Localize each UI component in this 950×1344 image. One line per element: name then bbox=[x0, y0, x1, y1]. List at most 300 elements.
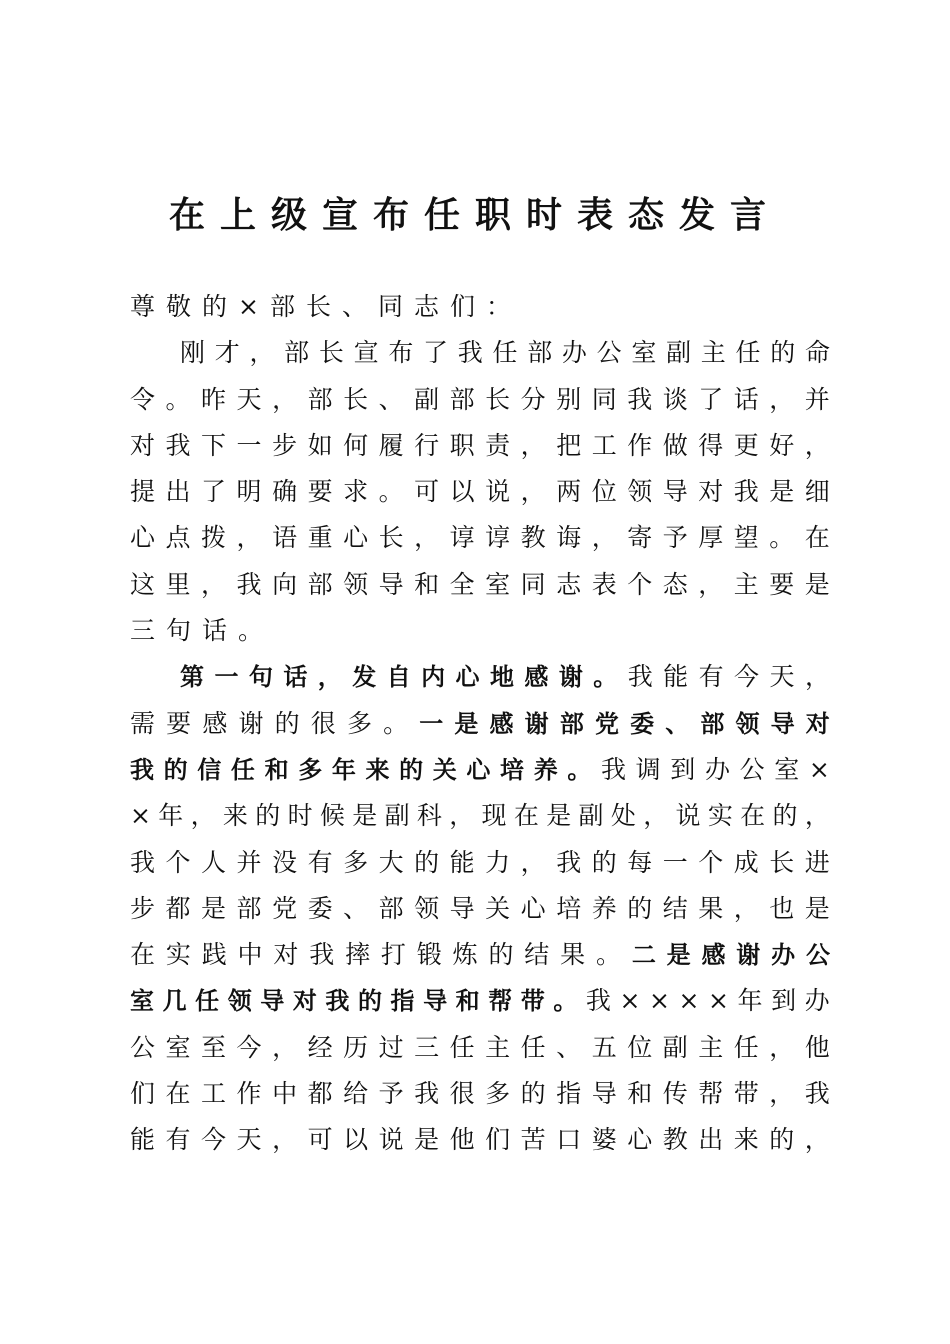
text-char: 以 bbox=[449, 477, 475, 507]
salutation: 尊敬的×部长、同志们： bbox=[130, 292, 522, 321]
text-char: 部 bbox=[378, 893, 404, 923]
text-char: 部 bbox=[449, 384, 475, 414]
text-char: 我 bbox=[556, 847, 582, 877]
text-char: 调 bbox=[635, 754, 661, 784]
text-char: × bbox=[808, 754, 830, 784]
text-char: 天 bbox=[236, 1125, 262, 1155]
text-char: 关 bbox=[485, 893, 511, 923]
text-char: 行 bbox=[414, 430, 440, 460]
text-char: 工 bbox=[591, 430, 617, 460]
text-char: 并 bbox=[804, 384, 830, 414]
text-char: 大 bbox=[378, 847, 404, 877]
bold-char: 和 bbox=[455, 987, 480, 1016]
text-char: 主 bbox=[733, 569, 759, 599]
bold-char: 年 bbox=[331, 755, 356, 784]
text-char: 以 bbox=[343, 1125, 369, 1155]
text-char: 任 bbox=[492, 338, 518, 368]
text-char: 心 bbox=[343, 523, 369, 553]
text-char: 副 bbox=[414, 384, 440, 414]
text-char: 步 bbox=[272, 430, 298, 460]
bold-char: 一 bbox=[214, 663, 239, 692]
text-char: 能 bbox=[449, 847, 475, 877]
paragraph-2-line-7 bbox=[130, 932, 830, 978]
text-char: ， bbox=[520, 847, 546, 877]
text-char: 实 bbox=[165, 940, 191, 970]
bold-char: 任 bbox=[230, 755, 255, 784]
text-char: 在 bbox=[740, 801, 766, 831]
text-char: ， bbox=[520, 477, 546, 507]
text-char: 主 bbox=[485, 1032, 511, 1062]
text-char: 在 bbox=[165, 1079, 191, 1109]
text-char: 能 bbox=[130, 1125, 156, 1155]
text-char: 炼 bbox=[452, 940, 478, 970]
text-char: 口 bbox=[556, 1125, 582, 1155]
text-char: 我 bbox=[165, 430, 191, 460]
text-char: 任 bbox=[449, 1032, 475, 1062]
text-char: 的 bbox=[591, 847, 617, 877]
text-char: 培 bbox=[556, 893, 582, 923]
text-char: 是 bbox=[352, 801, 378, 831]
text-char: 的 bbox=[627, 893, 653, 923]
text-char: 候 bbox=[319, 801, 345, 831]
text-char: 天 bbox=[769, 662, 795, 692]
paragraph-2-line-8 bbox=[130, 978, 830, 1024]
text-char: 。 bbox=[383, 708, 409, 738]
bold-char: 导 bbox=[260, 987, 285, 1016]
text-char: 职 bbox=[449, 430, 475, 460]
text-char: 部 bbox=[236, 893, 262, 923]
text-char: 何 bbox=[343, 430, 369, 460]
text-char: 作 bbox=[236, 1079, 262, 1109]
text-char: 副 bbox=[666, 338, 692, 368]
text-char: ， bbox=[249, 338, 275, 368]
text-char: 表 bbox=[591, 569, 617, 599]
text-char: 的 bbox=[769, 1125, 795, 1155]
text-char: 年 bbox=[737, 986, 763, 1016]
bold-char: ， bbox=[317, 663, 342, 692]
text-char: 三 bbox=[414, 1032, 440, 1062]
text-char: 打 bbox=[380, 940, 406, 970]
bold-char: 多 bbox=[298, 755, 323, 784]
text-char: 任 bbox=[520, 1032, 546, 1062]
text-char: 说 bbox=[485, 477, 511, 507]
text-char: 部 bbox=[527, 338, 553, 368]
text-char: 长 bbox=[318, 338, 344, 368]
text-char: 果 bbox=[560, 940, 586, 970]
paragraph-1-line-6 bbox=[130, 562, 830, 608]
bold-char: 对 bbox=[292, 987, 317, 1016]
text-char: 多 bbox=[343, 847, 369, 877]
text-char: 心 bbox=[627, 1125, 653, 1155]
text-char: 的 bbox=[255, 801, 281, 831]
bold-char: 的 bbox=[357, 987, 382, 1016]
text-char: 做 bbox=[662, 430, 688, 460]
text-char: 传 bbox=[662, 1079, 688, 1109]
text-char: 个 bbox=[698, 847, 724, 877]
text-char: 很 bbox=[310, 708, 336, 738]
text-char: × bbox=[619, 986, 641, 1016]
text-char: 我 bbox=[600, 754, 626, 784]
text-char: 都 bbox=[307, 1079, 333, 1109]
text-char: 教 bbox=[520, 523, 546, 553]
bold-char: 公 bbox=[805, 941, 830, 970]
text-char: 是 bbox=[201, 893, 227, 923]
text-char: 的 bbox=[520, 1079, 546, 1109]
text-char: 的 bbox=[488, 940, 514, 970]
text-char: 部 bbox=[307, 569, 333, 599]
text-char: 昨 bbox=[201, 384, 227, 414]
bold-char: 谢 bbox=[558, 663, 583, 692]
text-char: 室 bbox=[631, 338, 657, 368]
text-char: 要 bbox=[769, 569, 795, 599]
bold-char: 来 bbox=[365, 755, 390, 784]
bold-char: 。 bbox=[593, 663, 618, 692]
text-char: 了 bbox=[201, 477, 227, 507]
text-char: ， bbox=[190, 801, 216, 831]
text-char: 年 bbox=[158, 801, 184, 831]
text-char: 别 bbox=[556, 384, 582, 414]
text-char: 向 bbox=[272, 569, 298, 599]
text-char: 锻 bbox=[416, 940, 442, 970]
text-char: ， bbox=[414, 523, 440, 553]
bold-char: 谢 bbox=[524, 709, 549, 738]
text-char: 领 bbox=[343, 569, 369, 599]
bold-char: 。 bbox=[553, 987, 578, 1016]
paragraph-2-line-2 bbox=[130, 701, 830, 747]
text-char: 很 bbox=[449, 1079, 475, 1109]
bold-char: 。 bbox=[567, 755, 592, 784]
text-char: 一 bbox=[236, 430, 262, 460]
text-char: ， bbox=[804, 801, 830, 831]
text-char: 教 bbox=[662, 1125, 688, 1155]
text-char: 副 bbox=[662, 1032, 688, 1062]
text-char: 予 bbox=[378, 1079, 404, 1109]
text-char: 摔 bbox=[345, 940, 371, 970]
text-char: 作 bbox=[627, 430, 653, 460]
text-char: 的 bbox=[772, 801, 798, 831]
text-char: 中 bbox=[237, 940, 263, 970]
text-char: 要 bbox=[307, 477, 333, 507]
text-char: 任 bbox=[735, 338, 761, 368]
text-char: 望 bbox=[733, 523, 759, 553]
text-char: 步 bbox=[130, 893, 156, 923]
text-char: 、 bbox=[343, 893, 369, 923]
text-char: ， bbox=[272, 384, 298, 414]
text-char: 要 bbox=[166, 708, 192, 738]
text-char: 都 bbox=[165, 893, 191, 923]
text-char: 话 bbox=[733, 384, 759, 414]
bold-char: 心 bbox=[455, 663, 480, 692]
text-char: 果 bbox=[698, 893, 724, 923]
text-char: ， bbox=[272, 1125, 298, 1155]
text-char: 我 bbox=[236, 569, 262, 599]
text-char: 苦 bbox=[520, 1125, 546, 1155]
text-char: 寄 bbox=[627, 523, 653, 553]
bold-char: 部 bbox=[559, 709, 584, 738]
text-char: 天 bbox=[236, 384, 262, 414]
text-char: 在 bbox=[804, 523, 830, 553]
bold-char: 关 bbox=[432, 755, 457, 784]
text-char: 多 bbox=[485, 1079, 511, 1109]
text-char: 谈 bbox=[662, 384, 688, 414]
text-char: 个 bbox=[627, 569, 653, 599]
text-char: 领 bbox=[414, 893, 440, 923]
bold-char: 句 bbox=[248, 663, 273, 692]
text-char: 好 bbox=[769, 430, 795, 460]
paragraph-1-line-4 bbox=[130, 469, 830, 515]
text-char: 养 bbox=[591, 893, 617, 923]
text-char: 和 bbox=[627, 1079, 653, 1109]
text-char: 们 bbox=[130, 1079, 156, 1109]
text-char: 没 bbox=[272, 847, 298, 877]
text-char: 践 bbox=[201, 940, 227, 970]
text-char: 的 bbox=[414, 847, 440, 877]
text-char: ， bbox=[520, 430, 546, 460]
text-char: ， bbox=[201, 569, 227, 599]
text-char: 把 bbox=[556, 430, 582, 460]
text-char: 才 bbox=[214, 338, 240, 368]
bold-char: 部 bbox=[700, 709, 725, 738]
text-char: 他 bbox=[449, 1125, 475, 1155]
text-char: 结 bbox=[524, 940, 550, 970]
text-char: 确 bbox=[272, 477, 298, 507]
text-char: 有 bbox=[165, 1125, 191, 1155]
text-char: 厚 bbox=[698, 523, 724, 553]
text-char: 至 bbox=[201, 1032, 227, 1062]
bold-char: 信 bbox=[197, 755, 222, 784]
text-char: ， bbox=[769, 1079, 795, 1109]
text-char: 中 bbox=[272, 1079, 298, 1109]
text-char: 每 bbox=[627, 847, 653, 877]
text-char: ， bbox=[769, 1032, 795, 1062]
bold-char: 谢 bbox=[736, 941, 761, 970]
text-char: 我 bbox=[130, 847, 156, 877]
text-char: 位 bbox=[591, 477, 617, 507]
text-char: 有 bbox=[698, 662, 724, 692]
text-char: 五 bbox=[591, 1032, 617, 1062]
text-char: 了 bbox=[423, 338, 449, 368]
text-char: 。 bbox=[378, 477, 404, 507]
bold-char: 发 bbox=[352, 663, 377, 692]
bold-char: 是 bbox=[666, 941, 691, 970]
text-char: 副 bbox=[578, 801, 604, 831]
text-char: 细 bbox=[804, 477, 830, 507]
bold-char: 心 bbox=[466, 755, 491, 784]
text-char: 办 bbox=[804, 986, 830, 1016]
text-char: 点 bbox=[165, 523, 191, 553]
text-char: 说 bbox=[378, 1125, 404, 1155]
text-char: 是 bbox=[546, 801, 572, 831]
text-char: 今 bbox=[236, 1032, 262, 1062]
text-char: 多 bbox=[346, 708, 372, 738]
text-char: 是 bbox=[804, 893, 830, 923]
bold-char: 室 bbox=[130, 987, 154, 1016]
text-char: 、 bbox=[556, 1032, 582, 1062]
bold-char: 几 bbox=[162, 987, 187, 1016]
bold-char: 二 bbox=[631, 941, 656, 970]
text-char: 这 bbox=[130, 569, 156, 599]
text-char: 到 bbox=[670, 754, 696, 784]
bold-char: 带 bbox=[520, 987, 545, 1016]
text-char: 公 bbox=[130, 1032, 156, 1062]
text-char: 导 bbox=[378, 569, 404, 599]
text-char: 长 bbox=[769, 847, 795, 877]
text-char: 经 bbox=[307, 1032, 333, 1062]
text-char: 部 bbox=[307, 384, 333, 414]
text-char: 如 bbox=[307, 430, 333, 460]
text-char: 是 bbox=[769, 477, 795, 507]
text-char: 心 bbox=[520, 893, 546, 923]
text-char: 感 bbox=[202, 708, 228, 738]
text-char: 提 bbox=[130, 477, 156, 507]
text-char: 们 bbox=[485, 1125, 511, 1155]
bold-char: 话 bbox=[283, 663, 308, 692]
text-char: 分 bbox=[520, 384, 546, 414]
bold-char: 的 bbox=[399, 755, 424, 784]
paragraph-2-line-11 bbox=[130, 1117, 830, 1163]
bold-char: 导 bbox=[423, 987, 448, 1016]
text-char: 布 bbox=[388, 338, 414, 368]
text-char: ， bbox=[591, 523, 617, 553]
bold-char: 任 bbox=[195, 987, 220, 1016]
text-char: 谆 bbox=[485, 523, 511, 553]
text-char: 历 bbox=[343, 1032, 369, 1062]
text-char: ， bbox=[449, 801, 475, 831]
text-char: 我 bbox=[733, 477, 759, 507]
text-char: ， bbox=[733, 893, 759, 923]
text-char: ， bbox=[643, 801, 669, 831]
text-char: 婆 bbox=[591, 1125, 617, 1155]
text-char: 他 bbox=[804, 1032, 830, 1062]
text-char: 部 bbox=[284, 338, 310, 368]
text-char: 成 bbox=[733, 847, 759, 877]
text-char: 个 bbox=[165, 847, 191, 877]
text-char: 可 bbox=[307, 1125, 333, 1155]
paragraph-1-line-1 bbox=[130, 330, 830, 376]
text-char: 予 bbox=[662, 523, 688, 553]
text-char: 帮 bbox=[698, 1079, 724, 1109]
text-char: 。 bbox=[769, 523, 795, 553]
text-char: 今 bbox=[734, 662, 760, 692]
text-char: 是 bbox=[804, 569, 830, 599]
text-char: 有 bbox=[307, 847, 333, 877]
bold-char: 是 bbox=[454, 709, 479, 738]
text-char: 我 bbox=[627, 384, 653, 414]
text-char: 工 bbox=[201, 1079, 227, 1109]
text-char: 科 bbox=[416, 801, 442, 831]
bold-char: 我 bbox=[325, 987, 350, 1016]
bold-char: 的 bbox=[163, 755, 188, 784]
paragraph-2-line-1 bbox=[130, 654, 830, 700]
text-char: 指 bbox=[556, 1079, 582, 1109]
bold-char: 办 bbox=[771, 941, 796, 970]
text-char: 说 bbox=[675, 801, 701, 831]
text-char: 出 bbox=[165, 477, 191, 507]
text-char: 履 bbox=[378, 430, 404, 460]
text-char: 责 bbox=[485, 430, 511, 460]
bold-char: 导 bbox=[770, 709, 795, 738]
text-char: 党 bbox=[272, 893, 298, 923]
text-char: 导 bbox=[662, 477, 688, 507]
text-char: 的 bbox=[274, 708, 300, 738]
text-char: 我 bbox=[627, 662, 653, 692]
text-char: 室 bbox=[165, 1032, 191, 1062]
text-char: ， bbox=[272, 1032, 298, 1062]
text-char: 、 bbox=[378, 384, 404, 414]
bold-char: 帮 bbox=[488, 987, 513, 1016]
text-char: ， bbox=[698, 569, 724, 599]
text-char: 同 bbox=[591, 384, 617, 414]
text-char: 主 bbox=[698, 1032, 724, 1062]
text-char: 心 bbox=[130, 523, 156, 553]
text-char: 志 bbox=[556, 569, 582, 599]
text-char: 需 bbox=[130, 708, 156, 738]
text-char: 命 bbox=[804, 338, 830, 368]
text-char: 公 bbox=[739, 754, 765, 784]
text-char: 带 bbox=[733, 1079, 759, 1109]
text-char: 两 bbox=[556, 477, 582, 507]
paragraph-2-line-5 bbox=[130, 840, 830, 886]
bold-char: 养 bbox=[533, 755, 558, 784]
bold-char: 领 bbox=[227, 987, 252, 1016]
text-char: × bbox=[648, 986, 670, 1016]
paragraph-1-line-2 bbox=[130, 377, 830, 423]
document-body bbox=[130, 284, 830, 1164]
text-char: 一 bbox=[662, 847, 688, 877]
text-char: 我 bbox=[804, 1079, 830, 1109]
text-char: 和 bbox=[414, 569, 440, 599]
text-char: 对 bbox=[698, 477, 724, 507]
text-char: 求 bbox=[343, 477, 369, 507]
document-title: 在上级宣布任职时表态发言 bbox=[168, 194, 781, 236]
bold-char: 领 bbox=[735, 709, 760, 738]
text-char: 。 bbox=[165, 384, 191, 414]
text-char: 出 bbox=[698, 1125, 724, 1155]
text-char: 办 bbox=[561, 338, 587, 368]
text-char: 重 bbox=[307, 523, 333, 553]
text-char: 同 bbox=[520, 569, 546, 599]
text-char: 导 bbox=[449, 893, 475, 923]
bold-char: 我 bbox=[130, 755, 154, 784]
text-char: × bbox=[678, 986, 700, 1016]
text-char: 来 bbox=[222, 801, 248, 831]
bold-char: 党 bbox=[594, 709, 619, 738]
bold-char: 培 bbox=[500, 755, 525, 784]
text-char: 谆 bbox=[449, 523, 475, 553]
text-char: 任 bbox=[733, 1032, 759, 1062]
text-char: 得 bbox=[698, 430, 724, 460]
text-char: 的 bbox=[770, 338, 796, 368]
text-char: 导 bbox=[591, 1079, 617, 1109]
text-char: ， bbox=[236, 523, 262, 553]
text-char: 更 bbox=[733, 430, 759, 460]
text-char: 领 bbox=[627, 477, 653, 507]
text-char: 也 bbox=[769, 893, 795, 923]
text-char: 宣 bbox=[353, 338, 379, 368]
bold-char: 地 bbox=[489, 663, 514, 692]
text-char: 可 bbox=[414, 477, 440, 507]
paragraph-1-line-5 bbox=[130, 515, 830, 561]
text-char: 处 bbox=[610, 801, 636, 831]
paragraph-2-line-9 bbox=[130, 1025, 830, 1071]
text-char: 全 bbox=[449, 569, 475, 599]
paragraph-2-line-10 bbox=[130, 1071, 830, 1117]
bold-char: 自 bbox=[386, 663, 411, 692]
bold-char: 感 bbox=[701, 941, 726, 970]
paragraph-2-line-3 bbox=[130, 747, 830, 793]
text-char: 在 bbox=[513, 801, 539, 831]
text-char: 我 bbox=[457, 338, 483, 368]
